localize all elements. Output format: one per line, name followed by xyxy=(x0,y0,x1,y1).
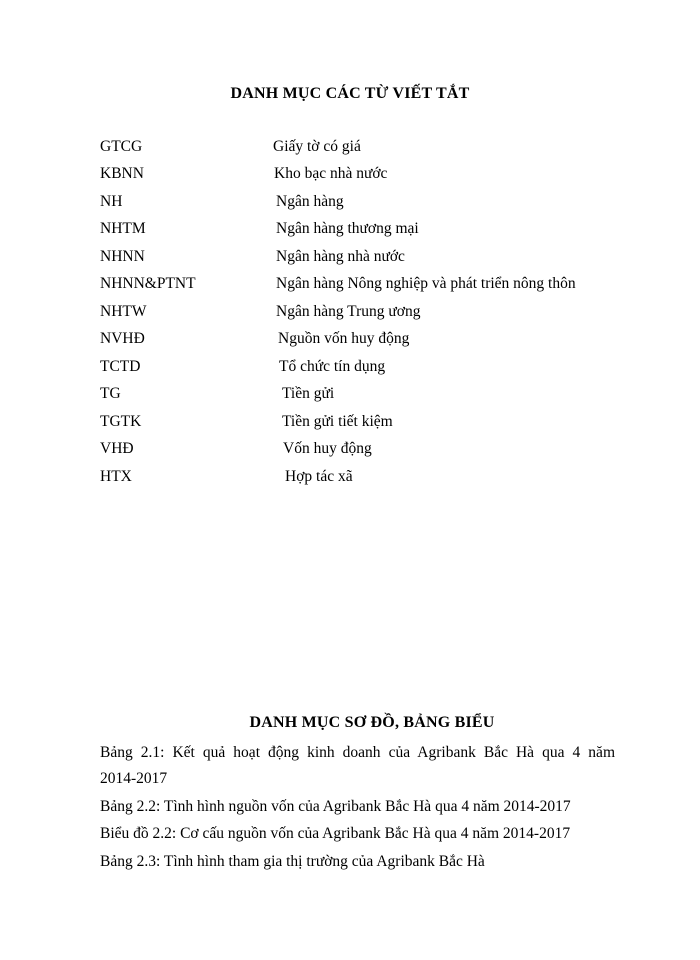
abbr-row xyxy=(0,192,700,212)
abbr-row xyxy=(0,302,700,322)
abbr-code: NHTM xyxy=(100,220,146,237)
list-item: Bảng 2.1: Kết quả hoạt động kinh doanh của Agribank Bắc Hà qua 4 năm xyxy=(100,744,615,761)
abbr-meaning: Giấy tờ có giá xyxy=(273,138,361,155)
abbr-row xyxy=(0,357,700,377)
abbr-code: TGTK xyxy=(100,413,142,430)
abbr-meaning: Ngân hàng Trung ương xyxy=(276,303,421,320)
abbr-meaning: Vốn huy động xyxy=(283,440,372,457)
abbr-row xyxy=(0,412,700,432)
abbr-code: NHNN&PTNT xyxy=(100,275,196,292)
abbr-row xyxy=(0,439,700,459)
abbreviations-heading: DANH MỤC CÁC TỪ VIẾT TẮT xyxy=(230,85,470,102)
abbr-code: TG xyxy=(100,385,121,402)
abbr-meaning: Ngân hàng xyxy=(276,193,344,210)
abbr-meaning: Tiền gửi xyxy=(282,385,335,402)
abbr-row xyxy=(0,247,700,267)
abbr-row xyxy=(0,164,700,184)
abbr-code: KBNN xyxy=(100,165,144,182)
abbr-code: TCTD xyxy=(100,358,141,375)
abbr-meaning: Tổ chức tín dụng xyxy=(279,358,386,375)
abbr-meaning: Ngân hàng Nông nghiệp và phát triển nông thôn xyxy=(276,275,576,292)
abbr-row xyxy=(0,467,700,487)
list-item: Bảng 2.2: Tình hình nguồn vốn của Agribank Bắc Hà qua 4 năm 2014-2017 xyxy=(100,798,571,815)
abbr-row xyxy=(0,219,700,239)
abbr-code: HTX xyxy=(100,468,132,485)
abbr-meaning: Ngân hàng nhà nước xyxy=(276,248,405,265)
abbr-row xyxy=(0,274,700,294)
abbr-row xyxy=(0,137,700,157)
abbr-row xyxy=(0,329,700,349)
abbr-code: NHTW xyxy=(100,303,147,320)
figures-list-heading: DANH MỤC SƠ ĐỒ, BẢNG BIỂU xyxy=(249,714,495,731)
list-item: Biểu đồ 2.2: Cơ cấu nguồn vốn của Agribank Bắc Hà qua 4 năm 2014-2017 xyxy=(100,825,571,842)
abbr-code: NVHĐ xyxy=(100,330,145,347)
abbr-meaning: Tiền gửi tiết kiệm xyxy=(282,413,393,430)
abbr-meaning: Kho bạc nhà nước xyxy=(274,165,388,182)
abbr-meaning: Nguồn vốn huy động xyxy=(278,330,410,347)
abbr-code: NH xyxy=(100,193,123,210)
abbr-meaning: Hợp tác xã xyxy=(285,468,353,485)
abbr-row xyxy=(0,384,700,404)
abbr-code: NHNN xyxy=(100,248,145,265)
abbr-code: VHĐ xyxy=(100,440,134,457)
list-item-continuation: 2014-2017 xyxy=(100,770,168,787)
abbr-code: GTCG xyxy=(100,138,143,155)
abbr-meaning: Ngân hàng thương mại xyxy=(276,220,419,237)
list-item: Bảng 2.3: Tình hình tham gia thị trường của Agribank Bắc Hà xyxy=(100,853,485,870)
